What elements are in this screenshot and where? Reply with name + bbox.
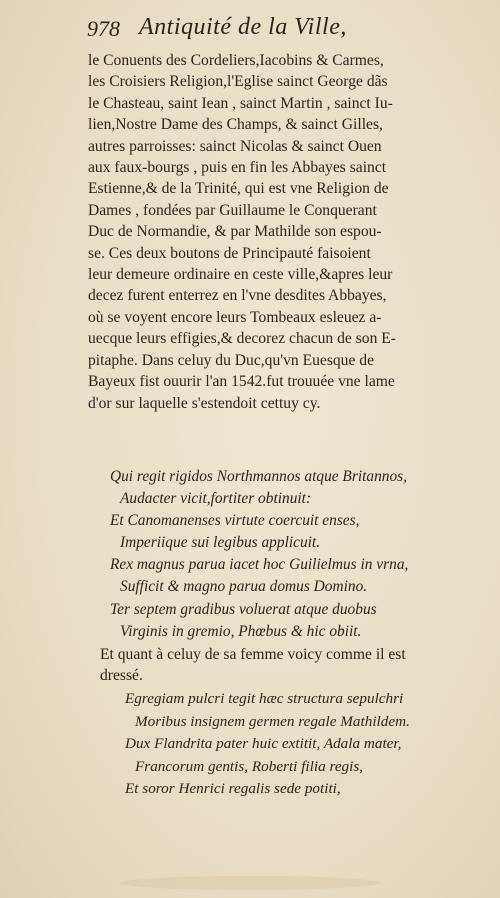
- verse-line: Ter septem gradibus voluerat atque duobus: [110, 600, 377, 618]
- epitaph-mathilde: [125, 688, 495, 801]
- text-line: le Conuents des Cordeliers,Iacobins & Carmes,: [88, 52, 384, 69]
- text-line: dressé.: [100, 667, 143, 684]
- verse-line: Moribus insignem germen regale Mathildem.: [135, 712, 410, 730]
- verse-line: Imperiique sui legibus applicuit.: [120, 534, 321, 552]
- verse-line: Francorum gentis, Roberti filia regis,: [135, 757, 364, 775]
- text-line: pitaphe. Dans celuy du Duc,qu'vn Euesque de: [88, 351, 375, 369]
- text-line: lien,Nostre Dame des Champs, & sainct Gilles,: [88, 116, 383, 134]
- text-line: se. Ces deux boutons de Principauté faisoient: [88, 244, 371, 262]
- page-header: [87, 14, 477, 46]
- verse-line: Sufficit & magno parua domus Domino.: [120, 578, 368, 596]
- text-line: Estienne,& de la Trinité, qui est vne Religion de: [88, 180, 389, 198]
- text-line: Bayeux fist ouurir l'an 1542.fut trouuée vne lame: [88, 373, 395, 391]
- verse-line: Rex magnus parua iacet hoc Guilielmus in vrna,: [110, 556, 409, 574]
- verse-line: Et soror Henrici regalis sede potiti,: [125, 780, 341, 797]
- verse-line: Qui regit rigidos Northmannos atque Britannos,: [110, 468, 407, 485]
- paper-stain: [120, 876, 380, 890]
- verse-line: Virginis in gremio, Phœbus & hic obiit.: [120, 622, 362, 640]
- text-line: Duc de Normandie, & par Mathilde son espou-: [88, 223, 382, 241]
- main-paragraph: [88, 50, 480, 414]
- text-line: leur demeure ordinaire en ceste ville,&apres leur: [88, 266, 393, 284]
- verse-line: Et Canomanenses virtute coercuit enses,: [110, 512, 360, 530]
- verse-line: Audacter vicit,fortiter obtinuit:: [120, 490, 312, 508]
- text-line: d'or sur laquelle s'estendoit cettuy cy.: [88, 394, 321, 412]
- text-line: aux faux-bourgs , puis en fin les Abbayes sainct: [88, 159, 387, 177]
- page-number: 978: [87, 16, 120, 41]
- running-title: Antiquité de la Ville,: [139, 14, 347, 40]
- text-line: autres parroisses: sainct Nicolas & sainct Ouen: [88, 137, 382, 155]
- text-line: le Chasteau, saint Iean , sainct Martin , sainct Iu-: [88, 94, 393, 112]
- transition-paragraph: [100, 644, 485, 686]
- text-line: où se voyent encore leurs Tombeaux esleuez a-: [88, 308, 382, 326]
- verse-line: Dux Flandrita pater huic extitit, Adala mater,: [125, 735, 402, 752]
- epitaph-william: [110, 466, 490, 643]
- text-line: Dames , fondées par Guillaume le Conquerant: [88, 201, 377, 219]
- text-line: decez furent enterrez en l'vne desdites Abbayes,: [88, 287, 387, 305]
- text-line: uecque leurs effigies,& decorez chacun de son E-: [88, 330, 396, 348]
- text-line: Et quant à celuy de sa femme voicy comme il est: [100, 646, 406, 663]
- text-line: les Croisiers Religion,l'Eglise sainct George dãs: [88, 73, 388, 91]
- verse-line: Egregiam pulcri tegit hæc structura sepulchri: [125, 690, 404, 707]
